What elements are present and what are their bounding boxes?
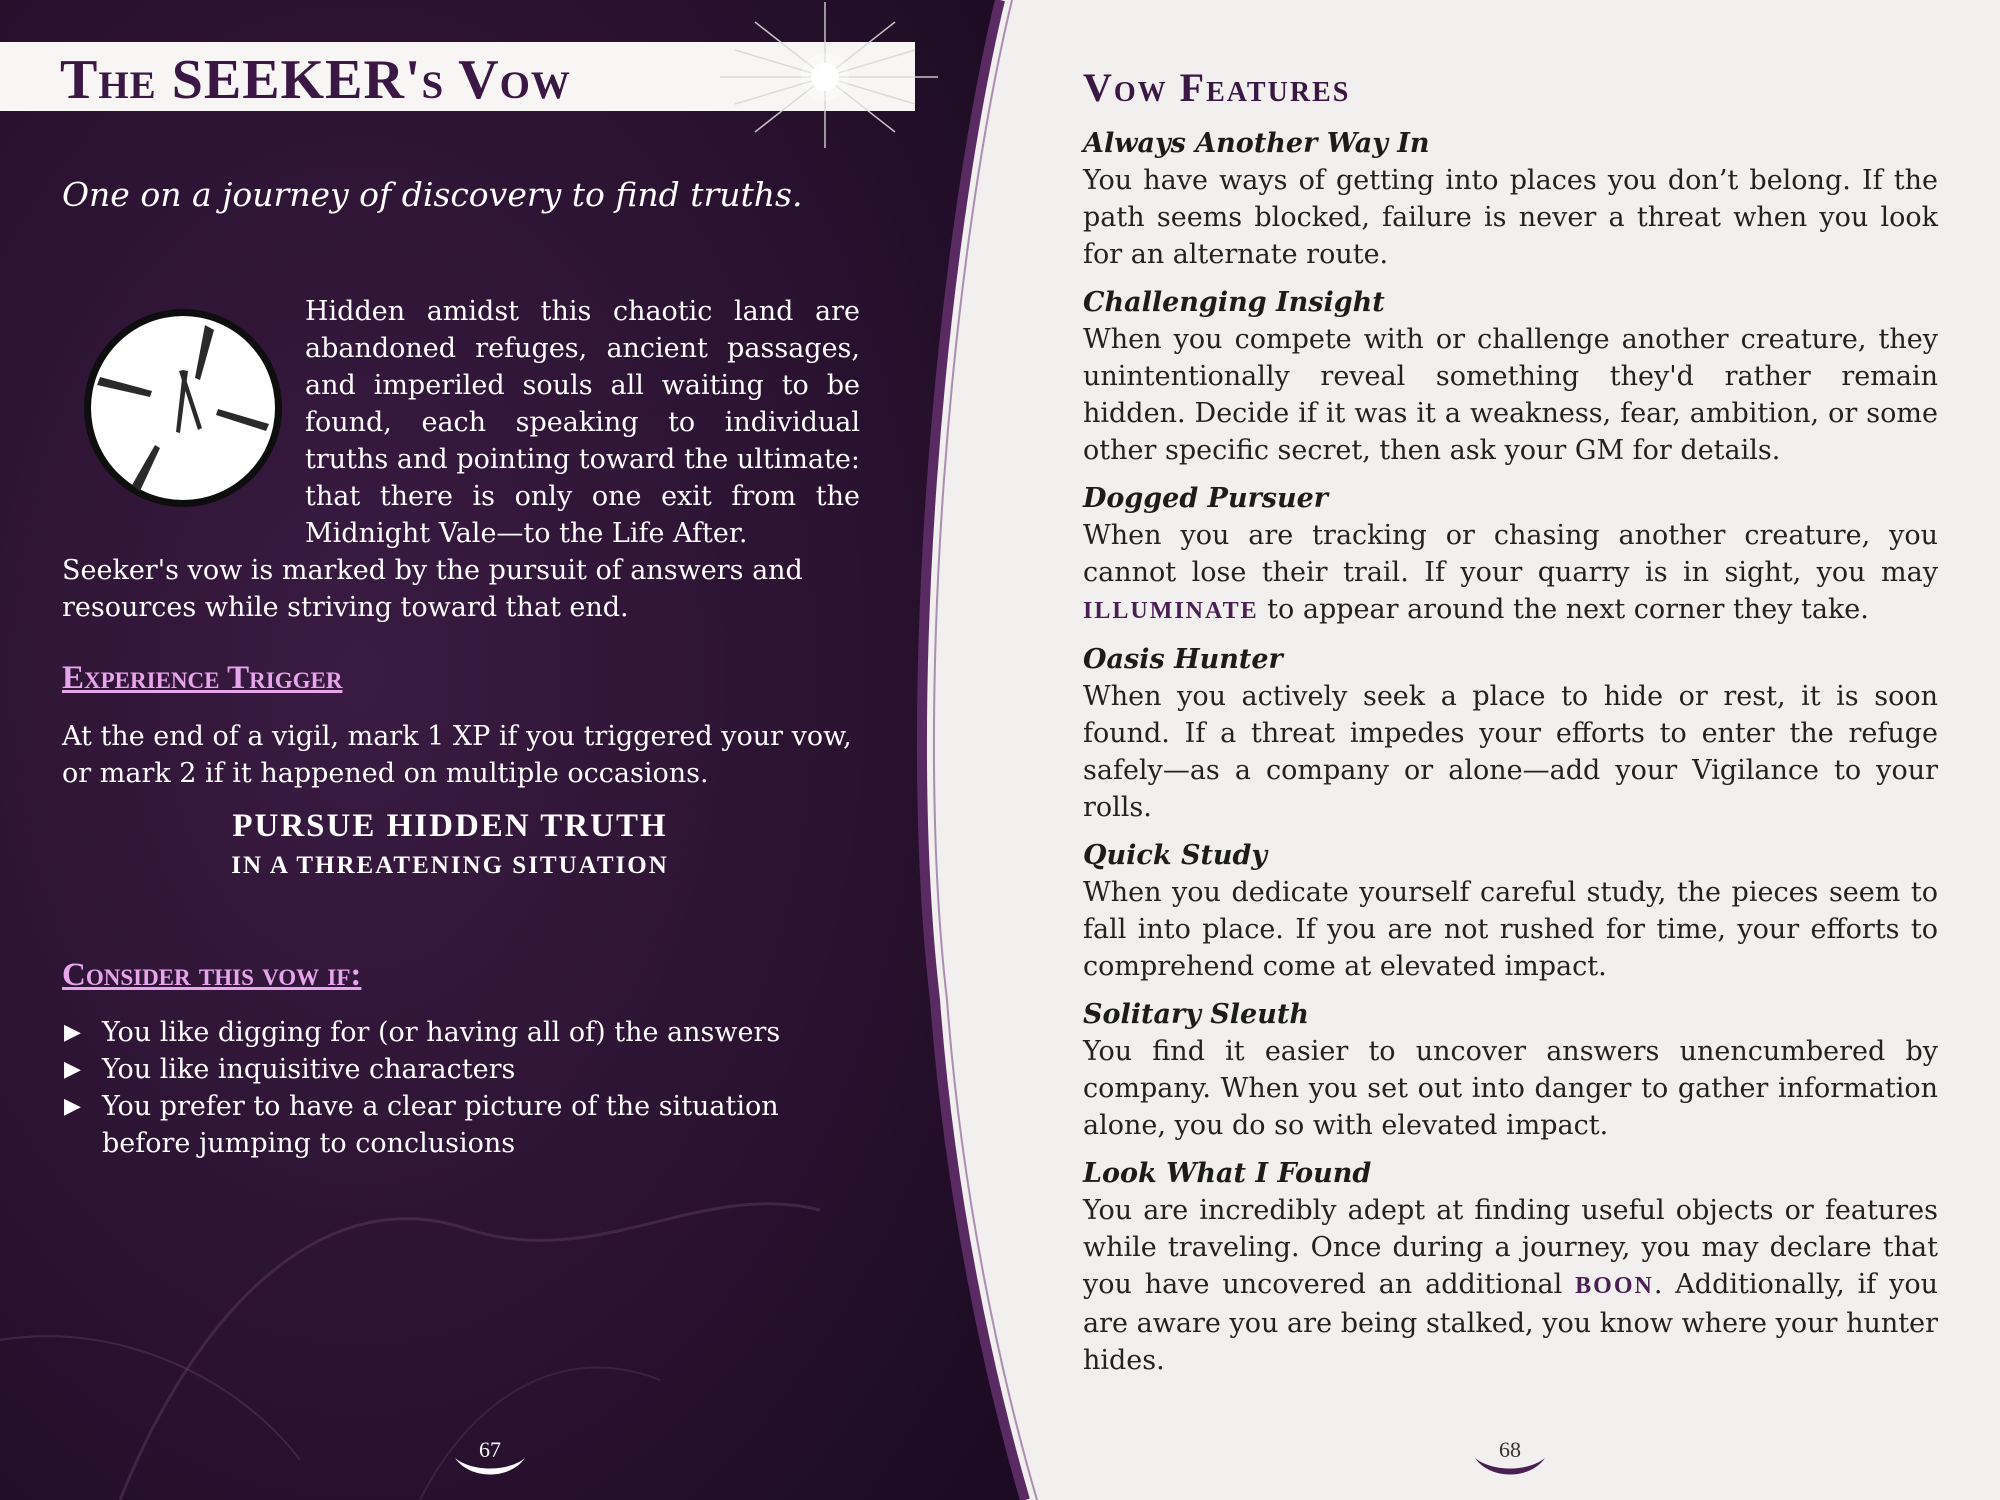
feature-name: Dogged Pursuer [1083, 483, 1329, 514]
bullet-arrow-icon: ▶ [64, 1057, 81, 1082]
bullet-arrow-icon: ▶ [64, 1094, 81, 1119]
feature-item [1083, 997, 1938, 1144]
starburst-icon [700, 0, 940, 150]
consider-list [62, 1014, 862, 1162]
page-number-right: 68 [1499, 1437, 1521, 1462]
feature-text: When you are tracking or chasing another creature, you cannot lose their trail. If your quarry is in sight, you may ILLUMINATE to appear around the next corner they take. [1083, 520, 1938, 625]
feature-name: Solitary Sleuth [1083, 999, 1309, 1030]
vow-features-list [1083, 126, 1938, 1391]
keyword-illuminate: ILLUMINATE [1083, 598, 1259, 624]
feature-name: Look What I Found [1083, 1158, 1372, 1189]
feature-item [1083, 1156, 1938, 1379]
bullet-arrow-icon: ▶ [64, 1020, 81, 1045]
feature-text: You are incredibly adept at finding useful objects or features while traveling. Once during a journey, you may declare that you have uncovered an additional BOON. Additionally, if you are aware you are being stalked, you know where your hunter hides. [1083, 1195, 1938, 1376]
experience-trigger-text: At the end of a vigil, mark 1 XP if you triggered your vow, or mark 2 if it happened on multiple occasions. [62, 721, 852, 789]
feature-item [1083, 642, 1938, 826]
page-number-swoosh-icon [1470, 1450, 1550, 1480]
page-title: The SEEKER's Vow [60, 49, 571, 111]
consider-heading: Consider this vow if: [62, 957, 362, 993]
feature-text: You find it easier to uncover answers unencumbered by company. When you set out into danger to gather information alone, you do so with elevated impact. [1083, 1036, 1938, 1141]
feature-item [1083, 481, 1938, 630]
feature-text: When you actively seek a place to hide or rest, it is soon found. If a threat impedes your efforts to enter the refuge safely—as a company or alone—add your Vigilance to your rolls. [1083, 681, 1938, 823]
feature-text: You have ways of getting into places you don’t belong. If the path seems blocked, failure is never a threat when you look for an alternate route. [1083, 165, 1938, 270]
feature-name: Challenging Insight [1083, 287, 1385, 318]
list-item: ▶ You prefer to have a clear picture of the situation before jumping to conclusions [62, 1088, 862, 1162]
experience-trigger-heading: Experience Trigger [62, 660, 343, 696]
feature-item [1083, 838, 1938, 985]
list-item: ▶ You like inquisitive characters [62, 1051, 862, 1088]
intro-paragraph: Hidden amidst this chaotic land are abandoned refuges, ancient passages, and imperiled souls all waiting to be found, each speaking to individual truths and pointing toward the ultimate: that there is only one exit from the Midnight Vale—to the Life After. [305, 296, 860, 549]
keyword-boon: BOON [1575, 1273, 1654, 1299]
feature-name: Always Another Way In [1083, 128, 1430, 159]
feature-name: Quick Study [1083, 840, 1268, 871]
page-number-left: 67 [479, 1437, 501, 1462]
feature-item [1083, 126, 1938, 273]
vow-features-heading: Vow Features [1083, 65, 1351, 110]
seeker-clock-icon [80, 305, 286, 511]
trigger-sub-label: IN A THREATENING SITUATION [231, 852, 669, 879]
vow-tagline: One on a journey of discovery to find truths. [62, 175, 803, 214]
feature-text: When you dedicate yourself careful study, the pieces seem to fall into place. If you are not rushed for time, your efforts to comprehend come at elevated impact. [1083, 877, 1938, 982]
trigger-main-label: PURSUE HIDDEN TRUTH [232, 808, 668, 844]
feature-text: When you compete with or challenge another creature, they unintentionally reveal something they'd rather remain hidden. Decide if it was it a weakness, fear, ambition, or some other specific secret, then ask your GM for details. [1083, 324, 1938, 466]
list-item: ▶ You like digging for (or having all of) the answers [62, 1014, 862, 1051]
page-number-swoosh-icon [450, 1450, 530, 1480]
feature-item [1083, 285, 1938, 469]
feature-name: Oasis Hunter [1083, 644, 1283, 675]
intro-paragraph-continued: Seeker's vow is marked by the pursuit of answers and resources while striving toward that end. [62, 555, 803, 623]
